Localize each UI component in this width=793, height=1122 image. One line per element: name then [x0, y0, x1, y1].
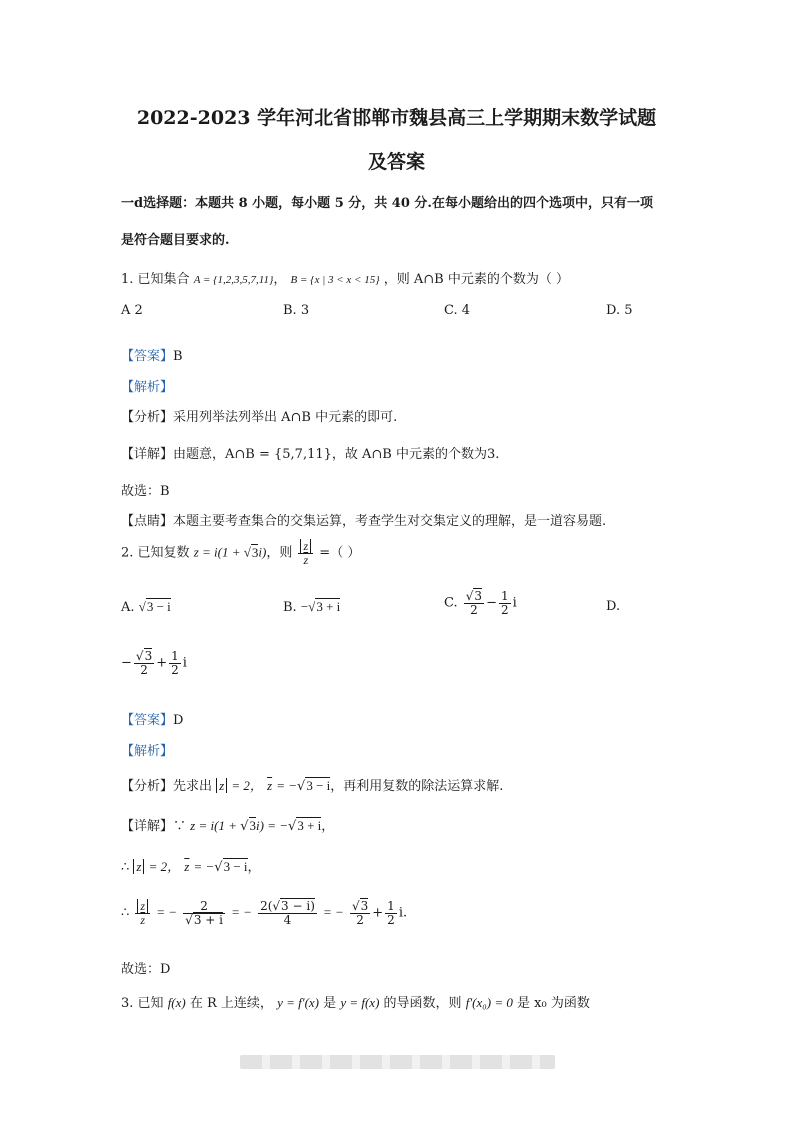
q2-d3-num3: 3: [360, 899, 369, 913]
q2-fenxi-c: = −: [276, 778, 298, 793]
fenxi-tag-2: 【分析】: [121, 779, 174, 794]
question-1-stem: [121, 268, 569, 287]
q2-opt-c-frac1: $\frac{√3}{2}$: [465, 589, 483, 617]
q2-d3-den4: 2: [387, 912, 395, 927]
q1-sep: ，: [273, 272, 287, 287]
q2-option-c: [444, 590, 517, 616]
q2-d3-plus: +: [372, 905, 384, 921]
q1-fenxi: [121, 406, 397, 425]
page-title: 2022-2023 学年河北省邯郸市魏县高三上学期期末数学试题: [136, 107, 657, 129]
q2-opt-b-value: −√3 + i: [300, 599, 341, 614]
q2-answer: [121, 709, 183, 728]
q2-z-tail: i): [258, 544, 267, 560]
q2-detail2-val: 3 − i: [223, 859, 248, 874]
q2-option-d-label: D.: [606, 599, 621, 614]
q1-comment: [121, 510, 606, 529]
q2-fenxi-conj: $\overline{z}$: [267, 778, 273, 793]
q2-d3-eq1: = −: [156, 904, 178, 920]
q1-suffix: ，则 A∩B 中元素的个数为（ ）: [383, 272, 569, 287]
q2-d3-four: 4: [283, 912, 292, 927]
q2-d3-frac4: [385, 900, 397, 926]
q2-d3-two: 2: [183, 900, 225, 914]
q2-detail2-eq: = 2，: [148, 859, 181, 874]
q2-then: ，则: [266, 545, 293, 561]
q2-detail1-comma: ，: [321, 819, 335, 834]
q2-choose: 故选：D: [121, 962, 171, 977]
q2-d3-eq3: = −: [323, 904, 344, 920]
q1-comment-text: 本题主要考查集合的交集运算，考查学生对交集定义的理解，是一道容易题.: [173, 514, 607, 529]
q2-option-b: [283, 599, 340, 615]
section-header: 一d选择题：本题共 8 小题，每小题 5 分，共 40 分.在每小题给出的四个选项中，只有一项: [121, 196, 653, 211]
q2-fenxi-b: = 2，: [231, 778, 263, 793]
q2-prefix: 2. 已知复数: [121, 545, 190, 561]
q2-detail1-b: i) = −: [256, 818, 289, 833]
q2-opt-d-frac1: $\frac{√3}{2}$: [135, 649, 153, 677]
q2-d3-frac2: $\frac{2(√3 - i)}{4}$: [260, 899, 315, 927]
q1-option-d: D. 5: [606, 303, 633, 318]
q2-detail1-c: 3 + i: [297, 818, 322, 833]
q2-opt-c-den2: 2: [500, 602, 509, 617]
q2-opt-c-num2: 1: [500, 589, 509, 603]
q2-fenxi-d: 3 − i: [306, 778, 331, 793]
q2-opt-c-den: 2: [470, 602, 478, 617]
q2-d3-frac1: $\frac{2}{√3 + i}$: [185, 899, 223, 927]
q1-option-b: B. 3: [283, 303, 310, 318]
q3-on-r: 在 R 上连续，: [189, 996, 273, 1011]
q1-option-c: C. 4: [444, 303, 471, 318]
q2-option-a: [121, 599, 171, 615]
q2-d3-eq2: = −: [231, 904, 252, 920]
q3-is: 是: [323, 996, 337, 1011]
q2-opt-c-frac2: [499, 590, 511, 616]
q2-opt-b-text: 3 + i: [316, 599, 341, 614]
q2-z-eq: z = i(1 +: [193, 544, 244, 560]
q2-d3-absz: z: [137, 899, 148, 913]
q2-because: ∵: [173, 819, 187, 834]
q2-d3-dot: .: [402, 905, 408, 921]
footer-watermark: [240, 1055, 555, 1069]
q1-analysis-tag: 【解析】: [121, 380, 174, 395]
q2-opt-d-num: 3: [144, 649, 153, 663]
q3-y-fprime: y = f′(x): [277, 995, 320, 1010]
q2-detail2-absz: z: [133, 859, 144, 874]
detail-tag: 【详解】: [121, 447, 174, 462]
q1-option-a: A 2: [121, 303, 143, 318]
q2-sqrt3: 3: [251, 544, 259, 560]
q3-prefix: 3. 已知: [121, 996, 164, 1011]
q2-opt-d-den2: 2: [171, 662, 179, 677]
q3-tail: 是 x₀ 为函数: [517, 996, 590, 1011]
q2-detail2-comma: ，: [247, 860, 261, 875]
q2-opt-d-den: 2: [140, 662, 148, 677]
q2-detail1-sqrt: 3: [249, 818, 257, 833]
q1-prefix: 1. 已知集合: [121, 272, 190, 287]
q2-opt-d-plus: +: [156, 655, 168, 671]
q2-fenxi-a: 先求出: [173, 779, 213, 794]
q2-d3-num4: 1: [387, 899, 395, 913]
q2-opt-d-num2: 1: [171, 649, 179, 663]
q1-detail: [121, 443, 499, 462]
answer-tag-2: 【答案】: [121, 713, 174, 728]
q2-opt-a-value: √3 − i: [138, 599, 171, 614]
q2-opt-b-label: B.: [283, 600, 297, 615]
q2-d3-i: i: [398, 905, 403, 921]
q2-opt-a-label: A.: [121, 600, 135, 615]
q2-d3-num-b: 3 − i): [281, 899, 315, 913]
q2-d3-den3: 2: [356, 912, 364, 927]
q1-answer: [121, 345, 183, 364]
q2-conj-z: z: [303, 552, 309, 567]
q2-detail-1: 【详解】∵ z = i(1 + √3i) = −√3 + i，: [121, 818, 335, 834]
q2-d3-den: 3 + i: [193, 912, 223, 927]
q2-detail-3: [121, 900, 407, 926]
q2-opt-d-minus: −: [121, 655, 132, 671]
answer-tag: 【答案】: [121, 349, 174, 364]
q2-eq: =（ ）: [319, 545, 361, 561]
q2-opt-c-i: i: [512, 595, 517, 611]
q2-detail1-a: z = i(1 +: [190, 818, 241, 833]
q2-detail-2: ∴ z = 2， $\overline{z} = -√3 - i$，: [121, 859, 261, 875]
q2-therefore-2: ∴: [121, 905, 130, 921]
q2-d3-frac0: [135, 900, 150, 926]
q2-opt-d-i: i: [182, 655, 187, 671]
q2-fenxi: 【分析】先求出 z = 2， $\overline{z} = -√3 - i$，再利用复数的除法运算求解.: [121, 778, 504, 794]
q3-deriv: 的导函数，则: [383, 996, 462, 1011]
q2-opt-c-label: C.: [444, 595, 458, 611]
q2-abs-z: z: [300, 539, 311, 553]
q1-answer-value: B: [173, 349, 183, 364]
q2-opt-a-text: 3 − i: [146, 599, 171, 614]
q2-fraction: [298, 540, 313, 566]
q3-cond: f′(x₀) = 0: [465, 995, 513, 1010]
q2-analysis-tag: 【解析】: [121, 744, 174, 759]
q2-detail2-neg: = −: [193, 859, 215, 874]
q1-detail-text: 由题意，A∩B = {5,7,11}，故 A∩B 中元素的个数为3.: [173, 447, 500, 462]
q2-detail2-conj: $\overline{z}$: [184, 859, 190, 874]
detail-tag-2: 【详解】: [121, 819, 174, 834]
q2-d3-frac3: $\frac{√3}{2}$: [351, 899, 369, 927]
q2-opt-c-minus: −: [486, 595, 497, 611]
q2-fenxi-absz: z: [216, 778, 227, 793]
fenxi-tag: 【分析】: [121, 410, 174, 425]
q2-d3-num-a: 2(: [260, 899, 273, 913]
q2-opt-b-minus: −: [300, 599, 309, 614]
q3-fx: f(x): [167, 995, 186, 1010]
q2-z-def: z = i(1 + √3i): [193, 544, 267, 560]
q2-fenxi-e: ，再利用复数的除法运算求解.: [330, 779, 504, 794]
question-3-stem: [121, 992, 590, 1011]
q2-option-d: [121, 650, 187, 676]
q2-therefore-1: ∴: [121, 860, 130, 875]
comment-tag: 【点睛】: [121, 514, 174, 529]
page-title-line2: 及答案: [367, 151, 425, 173]
q1-choose: 故选：B: [121, 484, 170, 499]
set-a: A = {1,2,3,5,7,11}: [193, 274, 274, 286]
q2-opt-c-num: 3: [474, 589, 483, 603]
q1-fenxi-text: 采用列举法列举出 A∩B 中元素的即可.: [173, 410, 398, 425]
q3-y-f: y = f(x): [340, 995, 380, 1010]
question-2-stem: [121, 540, 360, 566]
set-b: B = {x | 3 < x < 15}: [290, 274, 380, 286]
section-header-line2: 是符合题目要求的.: [121, 233, 230, 248]
q2-opt-d-frac2: [169, 650, 181, 676]
q2-answer-value: D: [173, 713, 184, 728]
q2-d3-conj: z: [140, 912, 146, 927]
